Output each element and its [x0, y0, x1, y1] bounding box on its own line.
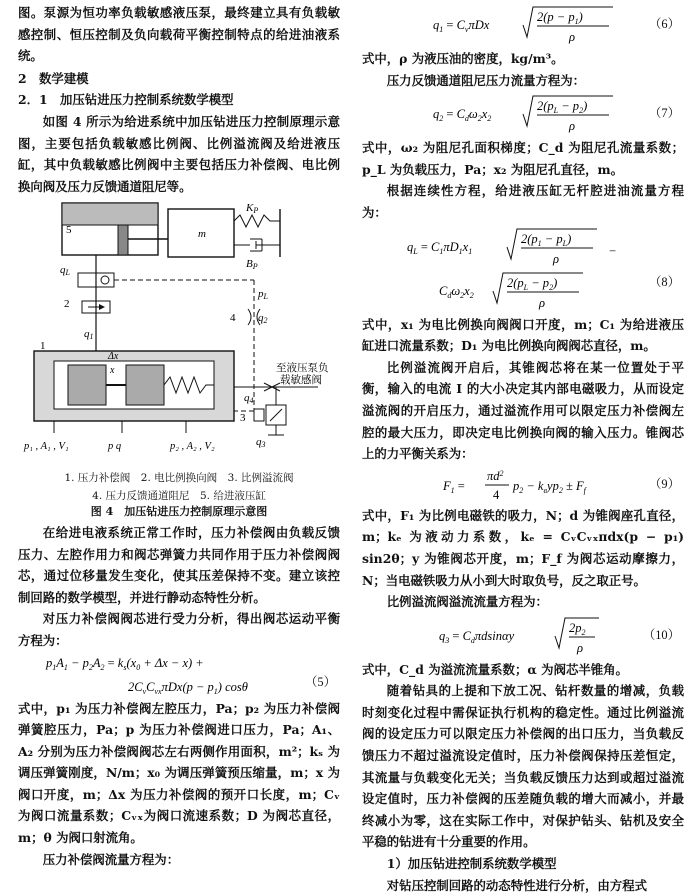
svg-text:ρ: ρ [569, 30, 575, 44]
equation-6-expression [423, 3, 623, 47]
paragraph-15: 随着钻具的上提和下放工况、钻杆数量的增减，负载时刻变化过程中需保证执行机构的稳定性。通过比例溢流阀的设定压力可以限定压力补偿阀的出口压力，当负载反馈压力不超过溢流设定值时，压力补偿阀保持压差恒定，其流量与负载变化无关；当负载反馈压力达到或超过溢流设定值时，压力补偿阀的压差随负载的增大而减小，并最终减小为零，这在实际工作中，对保护钻头、钻机及安全平稳的钻进有十分重要的作用。 [362, 683, 684, 850]
equation-5 [18, 652, 340, 698]
right-column [362, 2, 684, 896]
paragraph-13: 比例溢流阀溢流流量方程为： [386, 594, 548, 610]
paragraph-1: 如图 4 所示为给进系统中加压钻进压力控制原理示意图，主要包括负载敏感比例阀、比例溢流阀及给进液压缸，其中负载敏感比例阀中主要包括压力补偿阀、电比例换向阀及压力反馈通道阻尼等。 [18, 113, 340, 194]
svg-text:−: − [609, 243, 617, 258]
svg-text:2(pL − p2): $2(p_L - p_2)$ [507, 275, 558, 292]
left-column [18, 2, 340, 870]
figure-legend-2: 4. 压力反馈通道阻尼 5. 给进液压缸 [92, 489, 266, 502]
svg-text:2(pL − p2): $2(p_L - p_2)$ [537, 99, 588, 116]
label-left-ports: p₁ , A₁ , V₁ [24, 441, 69, 453]
svg-text:ρ: ρ [539, 295, 545, 310]
label-right-ports: p₂ , A₂ , V₂ [170, 441, 215, 453]
svg-text:2(p − p1): $2(p - p_1)$ [537, 10, 583, 26]
equation-10-expression [423, 614, 623, 658]
equation-9-expression [423, 466, 623, 504]
cylinder-piston [118, 225, 128, 255]
equation-8 [362, 224, 684, 314]
label-to-pump-1: 至液压泵负 [276, 363, 329, 375]
label-x: x [110, 365, 115, 377]
equation-8-number: （8） [649, 274, 680, 289]
equation-7 [362, 91, 684, 137]
label-q3: q3 [256, 436, 266, 450]
paragraph-5: 压力补偿阀流量方程为： [42, 851, 180, 867]
paragraph-7: 压力反馈通道阻尼压力流量方程为： [386, 72, 586, 88]
intro-text: 图。泵源为恒功率负载敏感液压泵，最终建立具有负载敏感控制、恒压控制及负向载荷平衡控制特点的给进油液系统。 [18, 5, 340, 64]
equation-10-number: （10） [642, 627, 680, 642]
label-to-pump-2: 载敏感阀 [280, 375, 322, 387]
paragraph-16: 对钻压控制回路的动态特性进行分析，由方程式 [386, 877, 647, 893]
spool-land-2 [126, 365, 164, 405]
paragraph-11: 比例溢流阀开启后，其锥阀芯将在某一位置处于平衡，输入的电流 I 的大小决定其内部电磁吸力，从而设定溢流阀的开启压力，通过溢流作用可以限定压力补偿阀左腔的最大压力，即决定电比例换向阀的输入压力。锥阀芯上的力平衡关系为： [362, 359, 684, 462]
svg-text:ρ: ρ [553, 251, 559, 266]
svg-text:4: 4 [493, 487, 500, 502]
equation-9 [362, 465, 684, 505]
paragraph-4: 式中，p₁ 为压力补偿阀左腔压力，Pa；p₂ 为压力补偿阀弹簧腔压力，Pa；p 为压力补偿阀进口压力，Pa；A₁、A₂ 分别为压力补偿阀阀芯左右两侧作用面积，m²；kₛ 为调压弹簧刚度，N/m；x₀ 为调压弹簧预压缩量，m；x 为阀口开度，m；Δx 为压力补偿阀的预开口长度，m；Cᵥ 为阀口流量系数；Cᵥₓ为阀口流速系数；D 为阀芯直径，m；θ 为阀口射流角。 [18, 700, 340, 846]
label-dx: Δx [108, 351, 119, 363]
label-4: 4 [230, 312, 236, 325]
figure-4-schematic [18, 201, 340, 461]
label-q1: q1 [84, 328, 94, 342]
svg-text:p1A1 − p2A2 = ks(x0 + Δx − x): $p_1A_1 - p_2A_2 = k_s(x_0 + \Delta x - x)$ + [46, 655, 204, 672]
section-title: 2 数学建模 [18, 70, 89, 86]
paragraph-2: 在给进电液系统正常工作时，压力补偿阀由负载反馈压力、左腔作用力和阀芯弹簧力共同作用于压力补偿阀阀芯，通过位移量发生变化，使其压差保持不变。建立该控制回路的数学模型，并进行静动态特性分析。 [18, 524, 340, 605]
label-q2: q2 [258, 312, 268, 326]
equation-6 [362, 2, 684, 48]
equation-8-expression [403, 225, 643, 313]
equation-5-expression [18, 653, 268, 697]
cylinder-rod-chamber [62, 203, 158, 225]
paragraph-6: 式中，ρ 为液压油的密度，kg/m³。 [362, 51, 564, 66]
svg-text:Cdω2x2: $C_d\omega_2x_2$ [439, 283, 474, 300]
svg-text:ρ: ρ [569, 119, 575, 134]
paragraph-10: 式中，x₁ 为电比例换向阀阀口开度，m；C₁ 为给进液压缸进口流量系数；D₁ 为电比例换向阀阀芯直径，m。 [362, 316, 684, 354]
svg-text:ρ: ρ [577, 640, 583, 655]
figure-legend-1: 1. 压力补偿阀 2. 电比例换向阀 3. 比例溢流阀 [64, 471, 294, 484]
equation-5-number: （5） [305, 674, 336, 689]
label-pl: pL [258, 288, 268, 302]
equation-7-expression [423, 92, 623, 136]
paragraph-3: 对压力补偿阀阀芯进行受力分析，得出阀芯运动平衡方程为： [18, 611, 340, 648]
equation-7-number: （7） [649, 106, 680, 121]
label-kp: KP [246, 202, 259, 216]
svg-text:q3 = Cdπdsinαy: $q_3 = C_d\pi dsin\alpha y$ [439, 628, 515, 645]
svg-text:πd2: $\pi d^2$ [487, 468, 504, 483]
svg-text:p2 − keyp2 ± Ff: $p_2 - k_eyp_2 \pm F_f$ [513, 478, 586, 495]
svg-text:2(p1 − pL): $2(p_1 - p_L)$ [521, 231, 572, 248]
label-mass: m [198, 228, 206, 241]
label-5: 5 [66, 224, 72, 237]
svg-text:F1 =: $F_1$ = [443, 478, 465, 495]
equation-10 [362, 613, 684, 659]
figure-caption: 图 4 加压钻进压力控制原理示意图 [90, 504, 268, 518]
svg-text:qL = C1πD1x1: $q_L = C_1\pi D_1x_1$ [407, 239, 473, 256]
paragraph-14: 式中，C_d 为溢流流量系数；α 为阀芯半锥角。 [362, 661, 628, 677]
svg-text:2CvCvxπDx(p − p1) cosθ: $2C_vC_{vx}\pi Dx(p - p_1)$ cosθ [128, 679, 248, 696]
label-2: 2 [64, 298, 70, 311]
svg-text:q1 = CvπDx: $q_1 = C_v\pi Dx$ [433, 18, 490, 34]
subsection-2-title: 1）加压钻进控制系统数学模型 [386, 856, 557, 872]
valve-2-right [96, 273, 114, 287]
valve-2-left [78, 273, 96, 287]
label-bp: BP [246, 258, 258, 272]
svg-text:2p2: $2p_2$ [569, 620, 586, 637]
paragraph-12: 式中，F₁ 为比例电磁铁的吸力，N；d 为锥阀座孔直径，m；kₑ 为液动力系数，kₑ = CᵥCᵥₓπdx(p − p₁) sin2θ；y 为锥阀芯开度，m；F_f 为阀芯运动摩擦力，N；当电磁铁吸力从小到大时取负号，反之取正号。 [362, 507, 684, 588]
label-pq: p q [108, 441, 122, 453]
label-q4: q4 [244, 392, 254, 406]
equation-9-number: （9） [649, 476, 680, 491]
label-1: 1 [40, 340, 46, 353]
subsection-title: 2．1 加压钻进压力控制系统数学模型 [18, 92, 234, 108]
label-3: 3 [240, 412, 246, 425]
paragraph-9: 根据连续性方程，给进液压缸无杆腔进油流量方程为： [362, 183, 684, 220]
spool-land-1 [68, 365, 106, 405]
figure-4 [18, 201, 340, 520]
label-ql: qL [60, 264, 70, 278]
spring-kp [234, 215, 280, 227]
equation-6-number: （6） [649, 17, 680, 32]
paragraph-8: 式中，ω₂ 为阻尼孔面积梯度；C_d 为阻尼孔流量系数；p_L 为负载压力，Pa；x₂ 为阻尼孔直径，m。 [362, 140, 684, 177]
svg-text:q2 = Cdω2x2: $q_2 = C_d\omega_2x_2$ [433, 107, 492, 124]
